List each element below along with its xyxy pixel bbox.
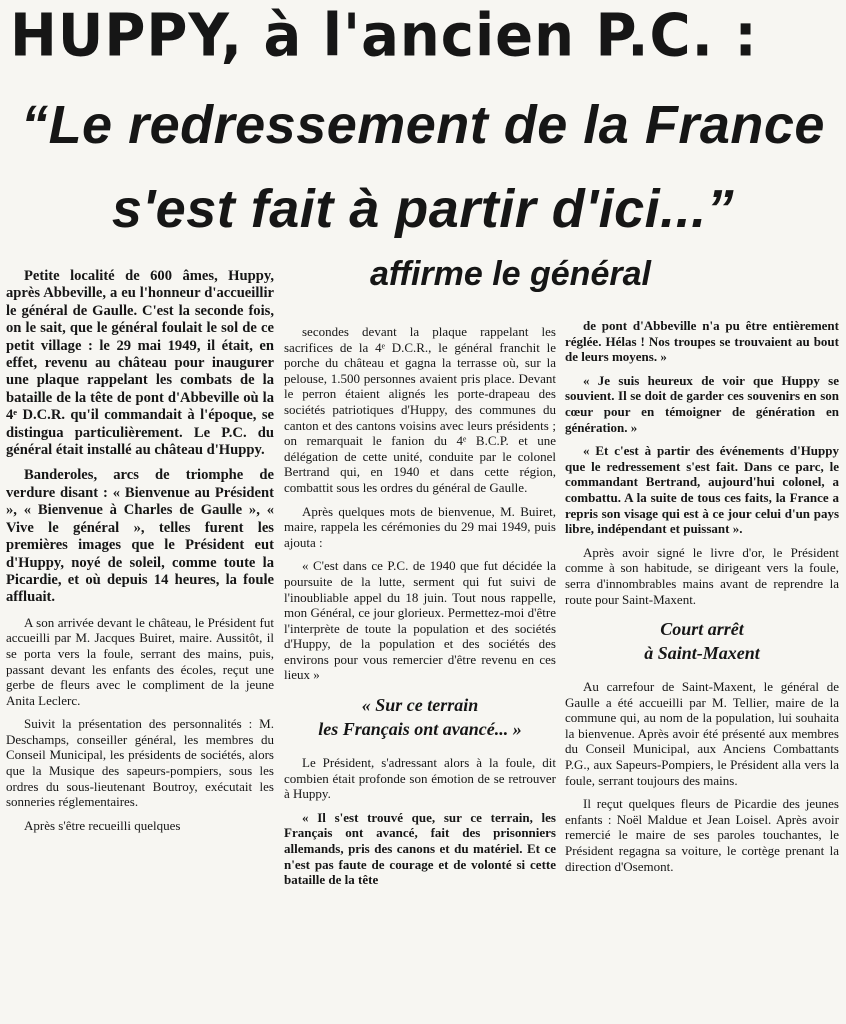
paragraph: « C'est dans ce P.C. de 1940 que fut décidée la poursuite de la lutte, serment qui fut suivi de l'inoubliable appel du 18 juin. Tout nous rappelle, mon Général, ce jour glorieux. Permettez-moi d'être l'interprète de toute la population et des sociétés d'Huppy, de la population et des sociétés des environs pour vous remercier d'être revenu en ces lieux » xyxy=(284,558,556,683)
quote-title-line-1: “Le redressement de la France xyxy=(21,95,825,155)
paragraph: Il reçut quelques fleurs de Picardie des jeunes enfants : Noël Maldue et Jean Loisel. Après avoir remercié le maire de ses paroles touchantes, le Président regagna sa voiture, le cortège prenant la direction d'Osemont. xyxy=(565,796,839,874)
subheading-sur-ce-terrain xyxy=(284,693,556,741)
subheading-court-arret xyxy=(565,617,839,665)
lead-paragraph: Petite localité de 600 âmes, Huppy, après Abbeville, a eu l'honneur d'accueillir le général de Gaulle. C'est la seconde fois, on le sait, que le général foulait le sol de ce petit village : le 29 mai 1949, il était, en effet, revenu au château pour inaugurer une plaque rappelant les combats de la bataille de la tête de pont d'Abbeville où la 4ᵉ D.C.R. qu'il commandait à l'époque, se distingua particulièrement. Le P.C. du général était installé au château d'Huppy. xyxy=(6,268,274,459)
paragraph: A son arrivée devant le château, le Président fut accueilli par M. Jacques Buiret, maire. Aussitôt, il se porta vers la foule, serrant des mains, puis, passant devant les enfants des écoles, reçut une gerbe de fleurs avec le compliment de la jeune Anita Leclerc. xyxy=(6,614,274,708)
deck-subtitle: affirme le général xyxy=(370,255,651,293)
paragraph: secondes devant la plaque rappelant les sacrifices de la 4ᵉ D.C.R., le général franchit le porche du château et gagna la terrasse où, sur la pelouse, 1.500 personnes avaient pris place. Devant le perron étaient alignés les porte-drapeau des sociétés patriotiques d'Huppy, des communes du canton et des cantons voisins avec leurs présidents ; on remarquait le fanion du 4ᵉ B.C.P. et une délégation de cette unité, conduite par le colonel Bertrand qui, en 1940 et dans cette région, combattit sous les ordres du général de Gaulle. xyxy=(284,324,556,495)
article-column-2 xyxy=(284,324,556,896)
subheading-line-2: les Français ont avancé... » xyxy=(318,719,522,740)
paragraph: de pont d'Abbeville n'a pu être entièrement réglée. Hélas ! Nos troupes se trouvaient au bout de leurs moyens. » xyxy=(565,318,839,365)
paragraph: « Je suis heureux de voir que Huppy se souvient. Il se doit de garder ces souvenirs en son cœur pour en témoigner de génération en génération. » xyxy=(565,372,839,435)
paragraph: Banderoles, arcs de triomphe de verdure disant : « Bienvenue au Président », « Bienvenue à Charles de Gaulle », « Vive le général », telles furent les premières images que le Président eut d'Huppy, noyé de soleil, comme toute la Picardie, et où depuis 14 heures, la foule affluait. xyxy=(6,467,274,606)
headline: HUPPY, à l'ancien P.C. : xyxy=(10,2,758,71)
paragraph: Après quelques mots de bienvenue, M. Buiret, maire, rappela les cérémonies du 29 mai 1949, puis ajouta : xyxy=(284,503,556,550)
subheading-line-1: « Sur ce terrain xyxy=(361,695,479,716)
paragraph: Le Président, s'adressant alors à la foule, dit combien était profonde son émotion de se retrouver à Huppy. xyxy=(284,755,556,802)
quote-title-line-2: s'est fait à partir d'ici...” xyxy=(111,179,735,239)
paragraph: « Et c'est à partir des événements d'Huppy que le redressement s'est fait. Dans ce parc, le commandant Bertrand, aujourd'hui colonel, a combattu. A la suite de tous ces faits, la France a repris son visage qui est à ce jour celui d'un pays libre, indépendant et puissant ». xyxy=(565,443,839,537)
paragraph: « Il s'est trouvé que, sur ce terrain, les Français ont avancé, fait des prisonniers allemands, pris des canons et du matériel. Et ce n'est pas faute de courage et de volonté si cette bataille de la tête xyxy=(284,809,556,888)
paragraph: Après avoir signé le livre d'or, le Président comme à son habitude, se dirigeant vers la foule, serra d'innombrables mains avant de reprendre la route pour Saint-Maxent. xyxy=(565,544,839,607)
subheading-line-1: Court arrêt xyxy=(660,619,744,640)
paragraph: Après s'être recueilli quelques xyxy=(24,817,181,833)
article-column-1 xyxy=(6,268,274,841)
article-column-3 xyxy=(565,318,839,882)
subheading-line-2: à Saint-Maxent xyxy=(644,643,760,664)
paragraph: Au carrefour de Saint-Maxent, le général de Gaulle a été accueilli par M. Tellier, maire de la commune qui, au nom de la population, lui souhaita la bienvenue. Après avoir été présenté aux membres du Conseil Municipal, aux Anciens Combattants P.G., aux Sapeurs-Pompiers, le Président alla vers la foule, serrant toujours des mains. xyxy=(565,679,839,788)
paragraph: Suivit la présentation des personnalités : M. Deschamps, conseiller général, les membres du Conseil Municipal, les présidents de sociétés, alors que la Musique des sapeurs-pompiers, sous les ordres du sous-lieutenant Boutroy, exécutait les sonneries réglementaires. xyxy=(6,716,274,810)
